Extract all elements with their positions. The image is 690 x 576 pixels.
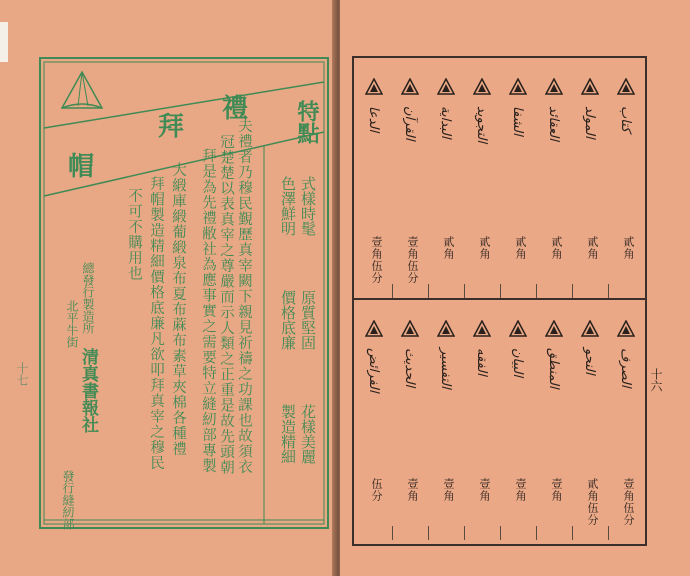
column-rule — [428, 526, 429, 540]
book-title-script: ﺍﻟﺘﻔﺴﻴﺮ — [438, 348, 453, 389]
book-title-script: ﺍﻟﺼﺮﻑ — [618, 348, 633, 388]
feature-price: 價格底廉 — [279, 290, 297, 350]
triangle-marker-icon — [437, 320, 455, 338]
triangle-marker-icon — [617, 78, 635, 96]
book-title-script: ﺍﻟﺸﻔﺎ — [510, 106, 525, 136]
column-rule — [392, 526, 393, 540]
book-title-script: ﺍﻟﻌﻘﺎﺋﺪ — [546, 106, 561, 141]
ad-title-char-1: 禮 — [222, 94, 249, 124]
ad-body-line-2: 冠楚楚以表真宰之尊嚴而示人類之正重是故先頭朝 — [218, 134, 234, 475]
book-price: 壹角 — [478, 478, 491, 502]
book-title-script: ﺍﻟﺘﺠﻮﻳﺪ — [474, 106, 489, 144]
book-price: 伍分 — [370, 478, 383, 502]
ad-body-line-6: 不可不購用也 — [126, 188, 142, 281]
book-title-script: ﺍﻟﺒﺪﺍﻳﺔ — [438, 106, 453, 139]
features-heading: 特點 — [294, 100, 320, 144]
book-price: 壹角 — [406, 478, 419, 502]
ad-body-line-4: 大緞庫緞葡緞泉布夏布蔴布素草夾棉各種禮 — [170, 162, 186, 457]
book-price: 貳角 — [478, 236, 491, 260]
column-rule — [428, 284, 429, 298]
ad-body-line-5: 拜帽製造精細價格底廉凡欲叩拜真宰之穆民 — [148, 176, 164, 471]
book-title-script: ﺍﻟﻨﺤﻮ — [582, 348, 597, 375]
book-price: 貳角 — [442, 236, 455, 260]
publisher-name: 清真書報社 — [78, 348, 98, 433]
triangle-marker-icon — [437, 78, 455, 96]
book-title-script: ﻛﺘﺎﺏ — [618, 106, 633, 133]
book-list-table — [352, 56, 647, 546]
feature-color: 色澤鮮明 — [279, 176, 297, 236]
book-title-script: ﺍﻟﺒﻴﺎﻥ — [510, 348, 525, 377]
triangle-marker-icon — [581, 320, 599, 338]
book-title-script: ﺍﻟﻤﻨﻄﻖ — [546, 348, 561, 389]
feature-craft: 製造精細 — [279, 404, 297, 464]
column-rule — [500, 284, 501, 298]
book-price: 壹角伍分 — [406, 236, 419, 284]
book-title-script: ﺍﻟﻔﻘﻪ — [474, 348, 489, 376]
book-price: 壹角 — [442, 478, 455, 502]
triangle-marker-icon — [545, 78, 563, 96]
feature-pattern: 花樣美麗 — [299, 404, 317, 464]
book-title-script: ﺍﻟﻤﻮﻟﺪ — [582, 106, 597, 139]
ad-body-line-3: 拜是為先禮敝社為應事實之需要特立縫紉部專製 — [200, 148, 216, 474]
book-title-script: ﺍﻟﻔﺮﺍﺋﺾ — [366, 348, 381, 393]
left-page-number: 十七 — [15, 362, 29, 386]
prayer-hat-icon — [62, 72, 102, 108]
column-rule — [572, 284, 573, 298]
book-price: 貳角 — [586, 236, 599, 260]
column-rule — [608, 284, 609, 298]
triangle-marker-icon — [473, 78, 491, 96]
book-price: 貳角 — [514, 236, 527, 260]
triangle-marker-icon — [401, 78, 419, 96]
ad-body-line-1: 夫禮者乃穆民覲歷真宰闕下親見祈禱之功課也故須衣 — [236, 118, 252, 475]
column-rule — [464, 526, 465, 540]
book-price: 貳角 — [622, 236, 635, 260]
book-price: 貳角 — [550, 236, 563, 260]
column-rule — [392, 284, 393, 298]
column-rule — [500, 526, 501, 540]
book-price: 壹角伍分 — [622, 478, 635, 526]
column-rule — [572, 526, 573, 540]
triangle-marker-icon — [509, 320, 527, 338]
triangle-marker-icon — [617, 320, 635, 338]
triangle-marker-icon — [401, 320, 419, 338]
book-price: 壹角 — [550, 478, 563, 502]
triangle-marker-icon — [545, 320, 563, 338]
column-rule — [608, 526, 609, 540]
publisher-location: 北平牛街 — [65, 300, 79, 348]
triangle-marker-icon — [509, 78, 527, 96]
ad-title-char-3: 帽 — [68, 152, 95, 182]
column-rule — [536, 284, 537, 298]
book-price: 壹角伍分 — [370, 236, 383, 284]
triangle-marker-icon — [365, 78, 383, 96]
publisher-prefix: 總發行製造所 — [81, 262, 95, 334]
book-title-script: ﺍﻟﺪﻋﺎ — [366, 106, 381, 133]
column-rule — [464, 284, 465, 298]
book-price: 貳角伍分 — [586, 478, 599, 526]
table-row-divider — [352, 298, 645, 300]
ad-title-char-2: 拜 — [158, 112, 185, 142]
book-title-script: ﺍﻟﻘﺮﺁﻥ — [402, 106, 417, 141]
triangle-marker-icon — [365, 320, 383, 338]
column-rule — [536, 526, 537, 540]
triangle-marker-icon — [473, 320, 491, 338]
triangle-marker-icon — [581, 78, 599, 96]
book-price: 壹角 — [514, 478, 527, 502]
feature-material: 原質堅固 — [299, 290, 317, 350]
feature-style: 式樣時髦 — [299, 176, 317, 236]
book-title-script: ﺍﻟﺤﺪﻳﺚ — [402, 348, 417, 388]
right-page-number: 十六 — [649, 368, 663, 392]
publisher-suffix: 發行縫紉部 — [61, 470, 75, 530]
